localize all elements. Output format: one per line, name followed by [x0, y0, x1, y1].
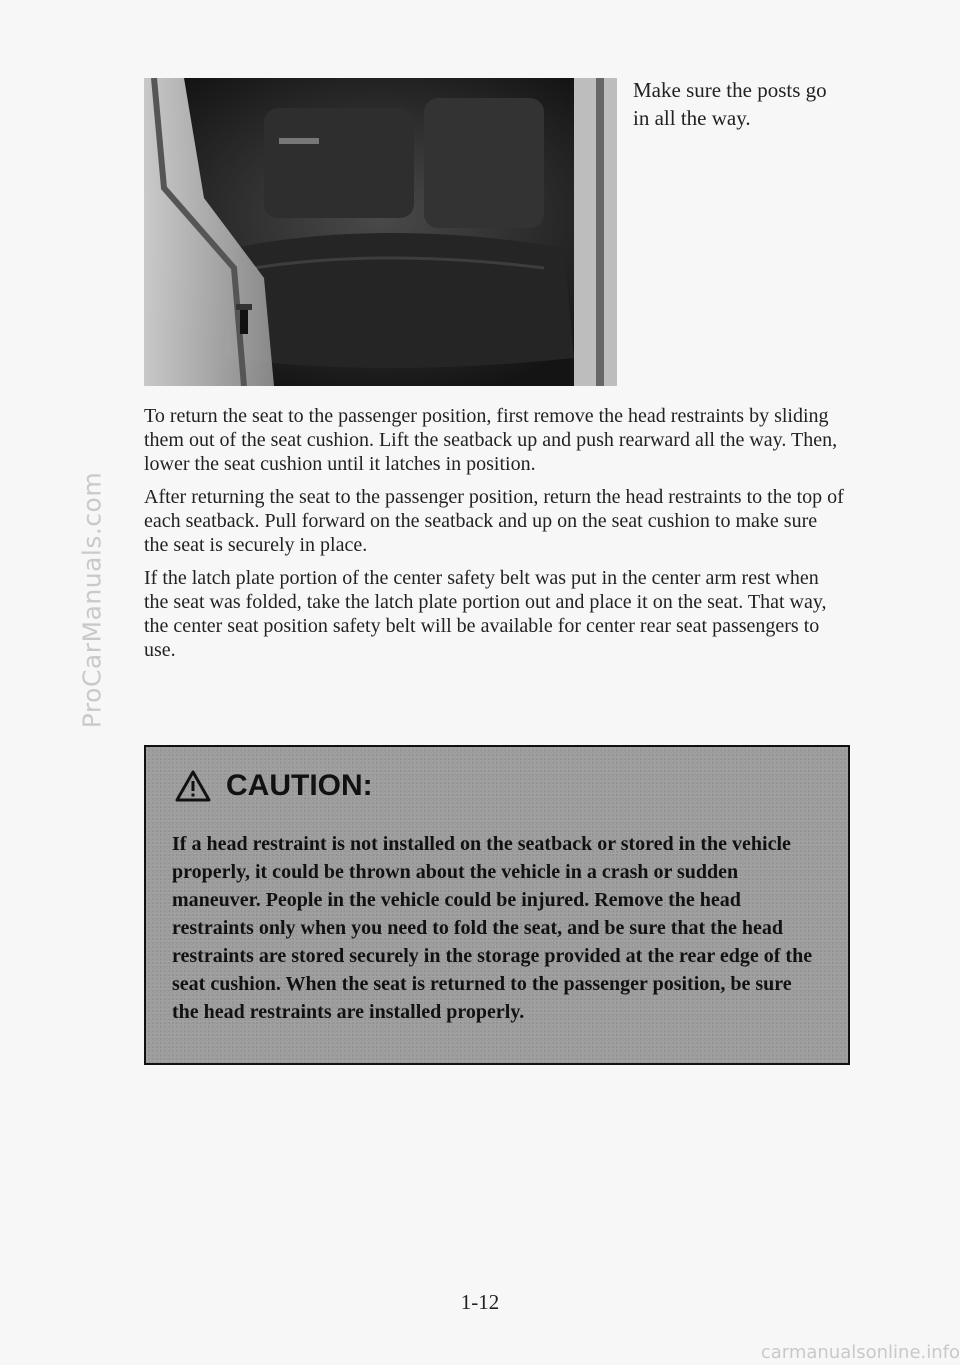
seat-photo-illustration	[144, 78, 617, 386]
photo-caption: Make sure the posts go in all the way.	[633, 78, 827, 130]
warning-triangle-icon	[174, 769, 212, 803]
caution-title: CAUTION:	[226, 769, 373, 802]
footer-watermark: carmanualsonline.info	[760, 1342, 960, 1363]
paragraph: If the latch plate portion of the center safety belt was put in the center arm rest when the seat was folded, take the latch plate portion out and place it on the seat. That way, the center seat position safety belt will be available for center rear seat passengers to use.	[144, 567, 827, 661]
caution-box	[144, 745, 850, 1065]
paragraph: To return the seat to the passenger position, first remove the head restraints by sliding them out of the seat cushion. Lift the seatback up and push rearward all the way. Then, lower the seat cushion until it latches in position.	[144, 405, 838, 475]
seat-photo	[144, 78, 617, 386]
body-text	[144, 404, 844, 671]
caution-header	[174, 769, 373, 803]
caution-text: If a head restraint is not installed on the seatback or stored in the vehicle properly, it could be thrown about the vehicle in a crash or sudden maneuver. People in the vehicle could be injured. Remove the head restraints only when you need to fold the seat, and be sure that the head restraints are stored securely in the storage provided at the rear edge of the seat cushion. When the seat is returned to the passenger position, be sure the head restraints are installed properly.	[172, 833, 813, 1023]
side-watermark: ProCarManuals.com	[77, 471, 107, 729]
page-number: 1-12	[460, 1290, 500, 1314]
paragraph: After returning the seat to the passenger position, return the head restraints to the top of each seatback. Pull forward on the seatback and up on the seat cushion to make sure the seat is securely in place.	[144, 486, 844, 556]
